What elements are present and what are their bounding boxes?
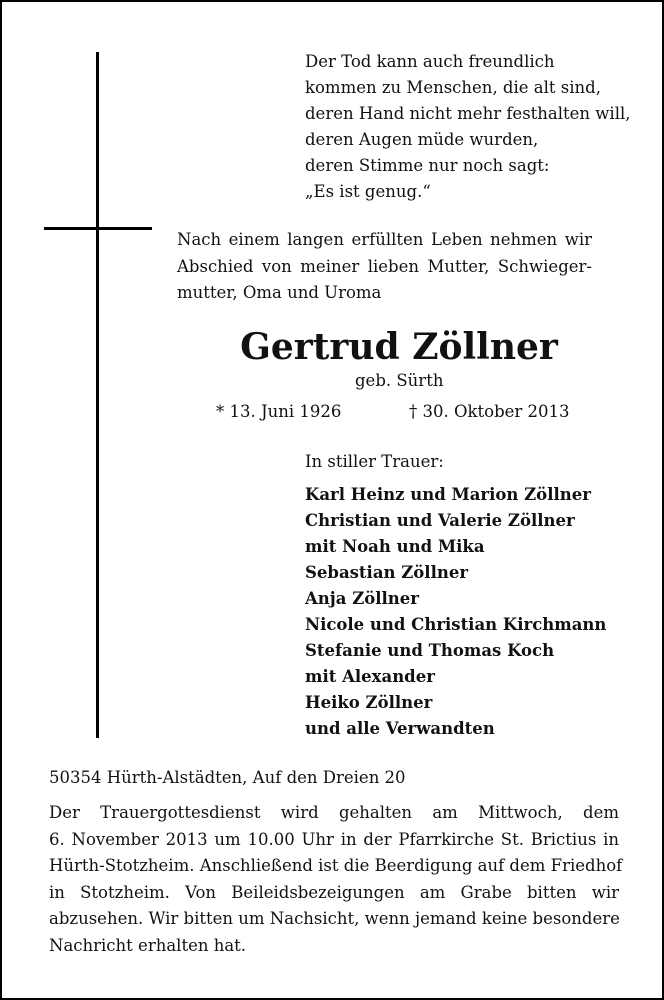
- poem-line: Der Tod kann auch freundlich: [305, 52, 555, 71]
- mourner-name: Stefanie und Thomas Koch: [305, 641, 555, 660]
- intro-line: Abschied von meiner lieben Mutter, Schwieger-: [177, 256, 592, 276]
- mourners-list: [305, 482, 606, 742]
- intro-text: [177, 227, 592, 307]
- birth-date: * 13. Juni 1926: [216, 402, 342, 421]
- mourner-name: Sebastian Zöllner: [305, 563, 469, 582]
- poem-line: deren Hand nicht mehr festhalten will,: [305, 104, 631, 123]
- service-line: abzusehen. Wir bitten um Nachsicht, wenn jemand keine besondere: [49, 909, 620, 928]
- address: 50354 Hürth-Alstädten, Auf den Dreien 20: [49, 768, 406, 787]
- mourner-name: Nicole und Christian Kirchmann: [305, 615, 607, 634]
- cross-horizontal-bar: [44, 227, 152, 230]
- mourner-name: Christian und Valerie Zöllner: [305, 511, 575, 530]
- poem-line: deren Stimme nur noch sagt:: [305, 156, 550, 175]
- service-line: in Stotzheim. Von Beileidsbezeigungen am Grabe bitten wir: [49, 882, 619, 902]
- mourner-name: mit Alexander: [305, 667, 435, 686]
- mourner-name: mit Noah und Mika: [305, 537, 485, 556]
- poem-line: „Es ist genug.“: [305, 182, 431, 201]
- service-line: Hürth-Stotzheim. Anschließend ist die Beerdigung auf dem Friedhof: [49, 856, 623, 875]
- service-line: Nachricht erhalten hat.: [49, 935, 247, 955]
- poem-line: deren Augen müde wurden,: [305, 130, 539, 149]
- mourner-name: Karl Heinz und Marion Zöllner: [305, 485, 591, 504]
- mourner-name: Heiko Zöllner: [305, 693, 433, 712]
- mourner-name: und alle Verwandten: [305, 719, 495, 738]
- birth-name: geb. Sürth: [355, 371, 444, 390]
- cross-vertical-bar: [96, 52, 99, 738]
- intro-line: Nach einem langen erfüllten Leben nehmen wir: [177, 230, 592, 249]
- service-line: Der Trauergottesdienst wird gehalten am Mittwoch, dem: [49, 803, 619, 822]
- poem: [305, 49, 631, 205]
- mourning-label: In stiller Trauer:: [305, 452, 444, 471]
- poem-line: kommen zu Menschen, die alt sind,: [305, 78, 601, 97]
- deceased-name: Gertrud Zöllner: [240, 326, 558, 368]
- intro-line: mutter, Oma und Uroma: [177, 283, 382, 302]
- death-date: † 30. Oktober 2013: [409, 402, 570, 421]
- mourner-name: Anja Zöllner: [305, 589, 419, 608]
- service-info: [49, 800, 623, 959]
- service-line: 6. November 2013 um 10.00 Uhr in der Pfarrkirche St. Brictius in: [49, 829, 619, 849]
